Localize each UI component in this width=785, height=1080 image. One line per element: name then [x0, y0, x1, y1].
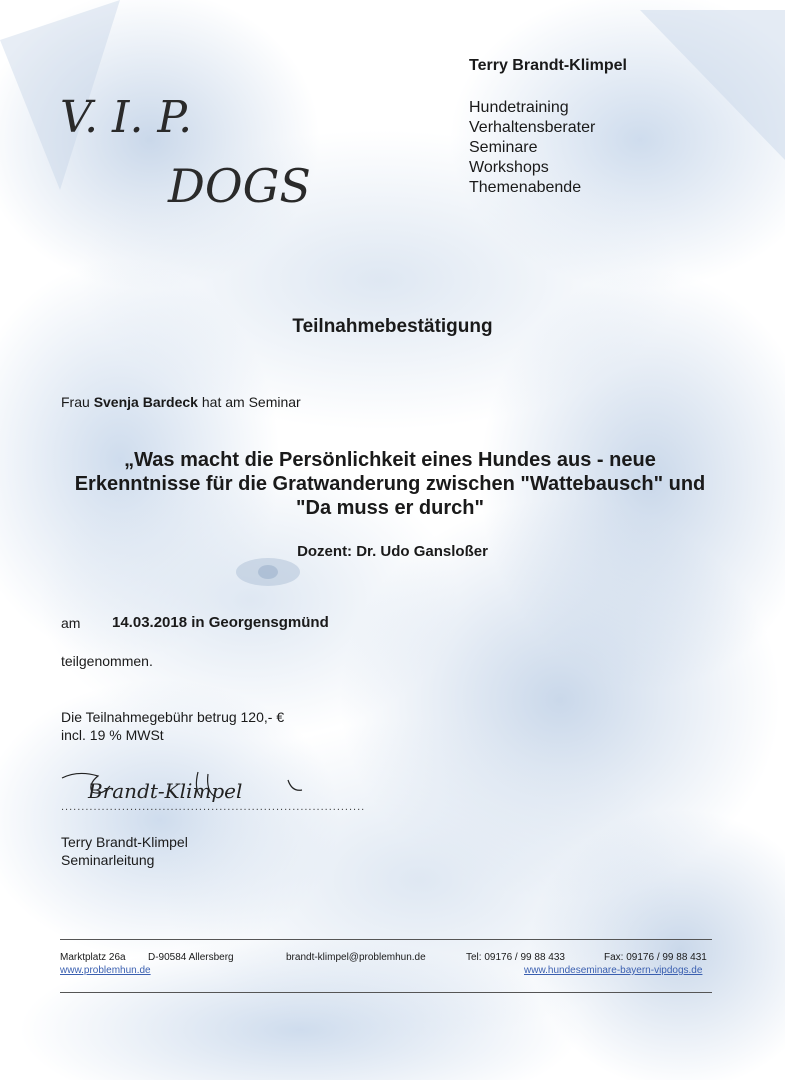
signature-line: ........................................................................... — [61, 801, 366, 813]
footer-website-link[interactable]: www.problemhun.de — [60, 965, 151, 976]
seminar-title: „Was macht die Persönlichkeit eines Hundes aus - neue Erkenntnisse für die Gratwanderung zwischen "Wattebausch" und "Da muss er durch" — [74, 449, 706, 519]
intro-suffix: hat am Seminar — [201, 394, 301, 410]
participant-name: Svenja Bardeck — [93, 394, 198, 410]
fee-vat: incl. 19 % MWSt — [61, 727, 164, 743]
svg-text:Brandt-Klimpel: Brandt-Klimpel — [88, 779, 243, 803]
intro-line — [61, 394, 301, 410]
fee-amount: Die Teilnahmegebühr betrug 120,- € — [61, 709, 285, 725]
header-name: Terry Brandt-Klimpel — [469, 57, 627, 74]
footer-fax: Fax: 09176 / 99 88 431 — [604, 952, 707, 963]
services-list — [469, 98, 595, 198]
participated-text: teilgenommen. — [61, 653, 153, 669]
service-item: Verhaltensberater — [469, 119, 596, 136]
document-title: Teilnahmebestätigung — [292, 316, 493, 337]
service-item: Hundetraining — [469, 99, 569, 116]
footer-city: D-90584 Allersberg — [148, 952, 234, 963]
service-item: Seminare — [469, 139, 538, 156]
service-item: Themenabende — [469, 179, 582, 196]
signer-role: Seminarleitung — [61, 852, 155, 868]
footer-divider-top — [60, 939, 712, 940]
vip-dogs-logo — [58, 80, 328, 220]
svg-text:V. I. P.: V. I. P. — [60, 92, 193, 143]
signer-block — [61, 833, 188, 869]
footer-street: Marktplatz 26a — [60, 952, 126, 963]
footer-website-link-2[interactable]: www.hundeseminare-bayern-vipdogs.de — [524, 965, 703, 976]
intro-prefix: Frau — [61, 394, 90, 410]
footer-phone: Tel: 09176 / 99 88 433 — [466, 952, 565, 963]
svg-text:DOGS: DOGS — [168, 159, 311, 213]
footer-email: brandt-klimpel@problemhun.de — [286, 952, 426, 963]
lecturer: Dozent: Dr. Udo Gansloßer — [297, 543, 488, 560]
footer-divider-bottom — [60, 992, 712, 993]
date-location: 14.03.2018 in Georgensgmünd — [112, 614, 329, 631]
signer-name: Terry Brandt-Klimpel — [61, 834, 188, 850]
fee-block — [61, 708, 284, 744]
service-item: Workshops — [469, 159, 549, 176]
date-label: am — [61, 615, 81, 631]
